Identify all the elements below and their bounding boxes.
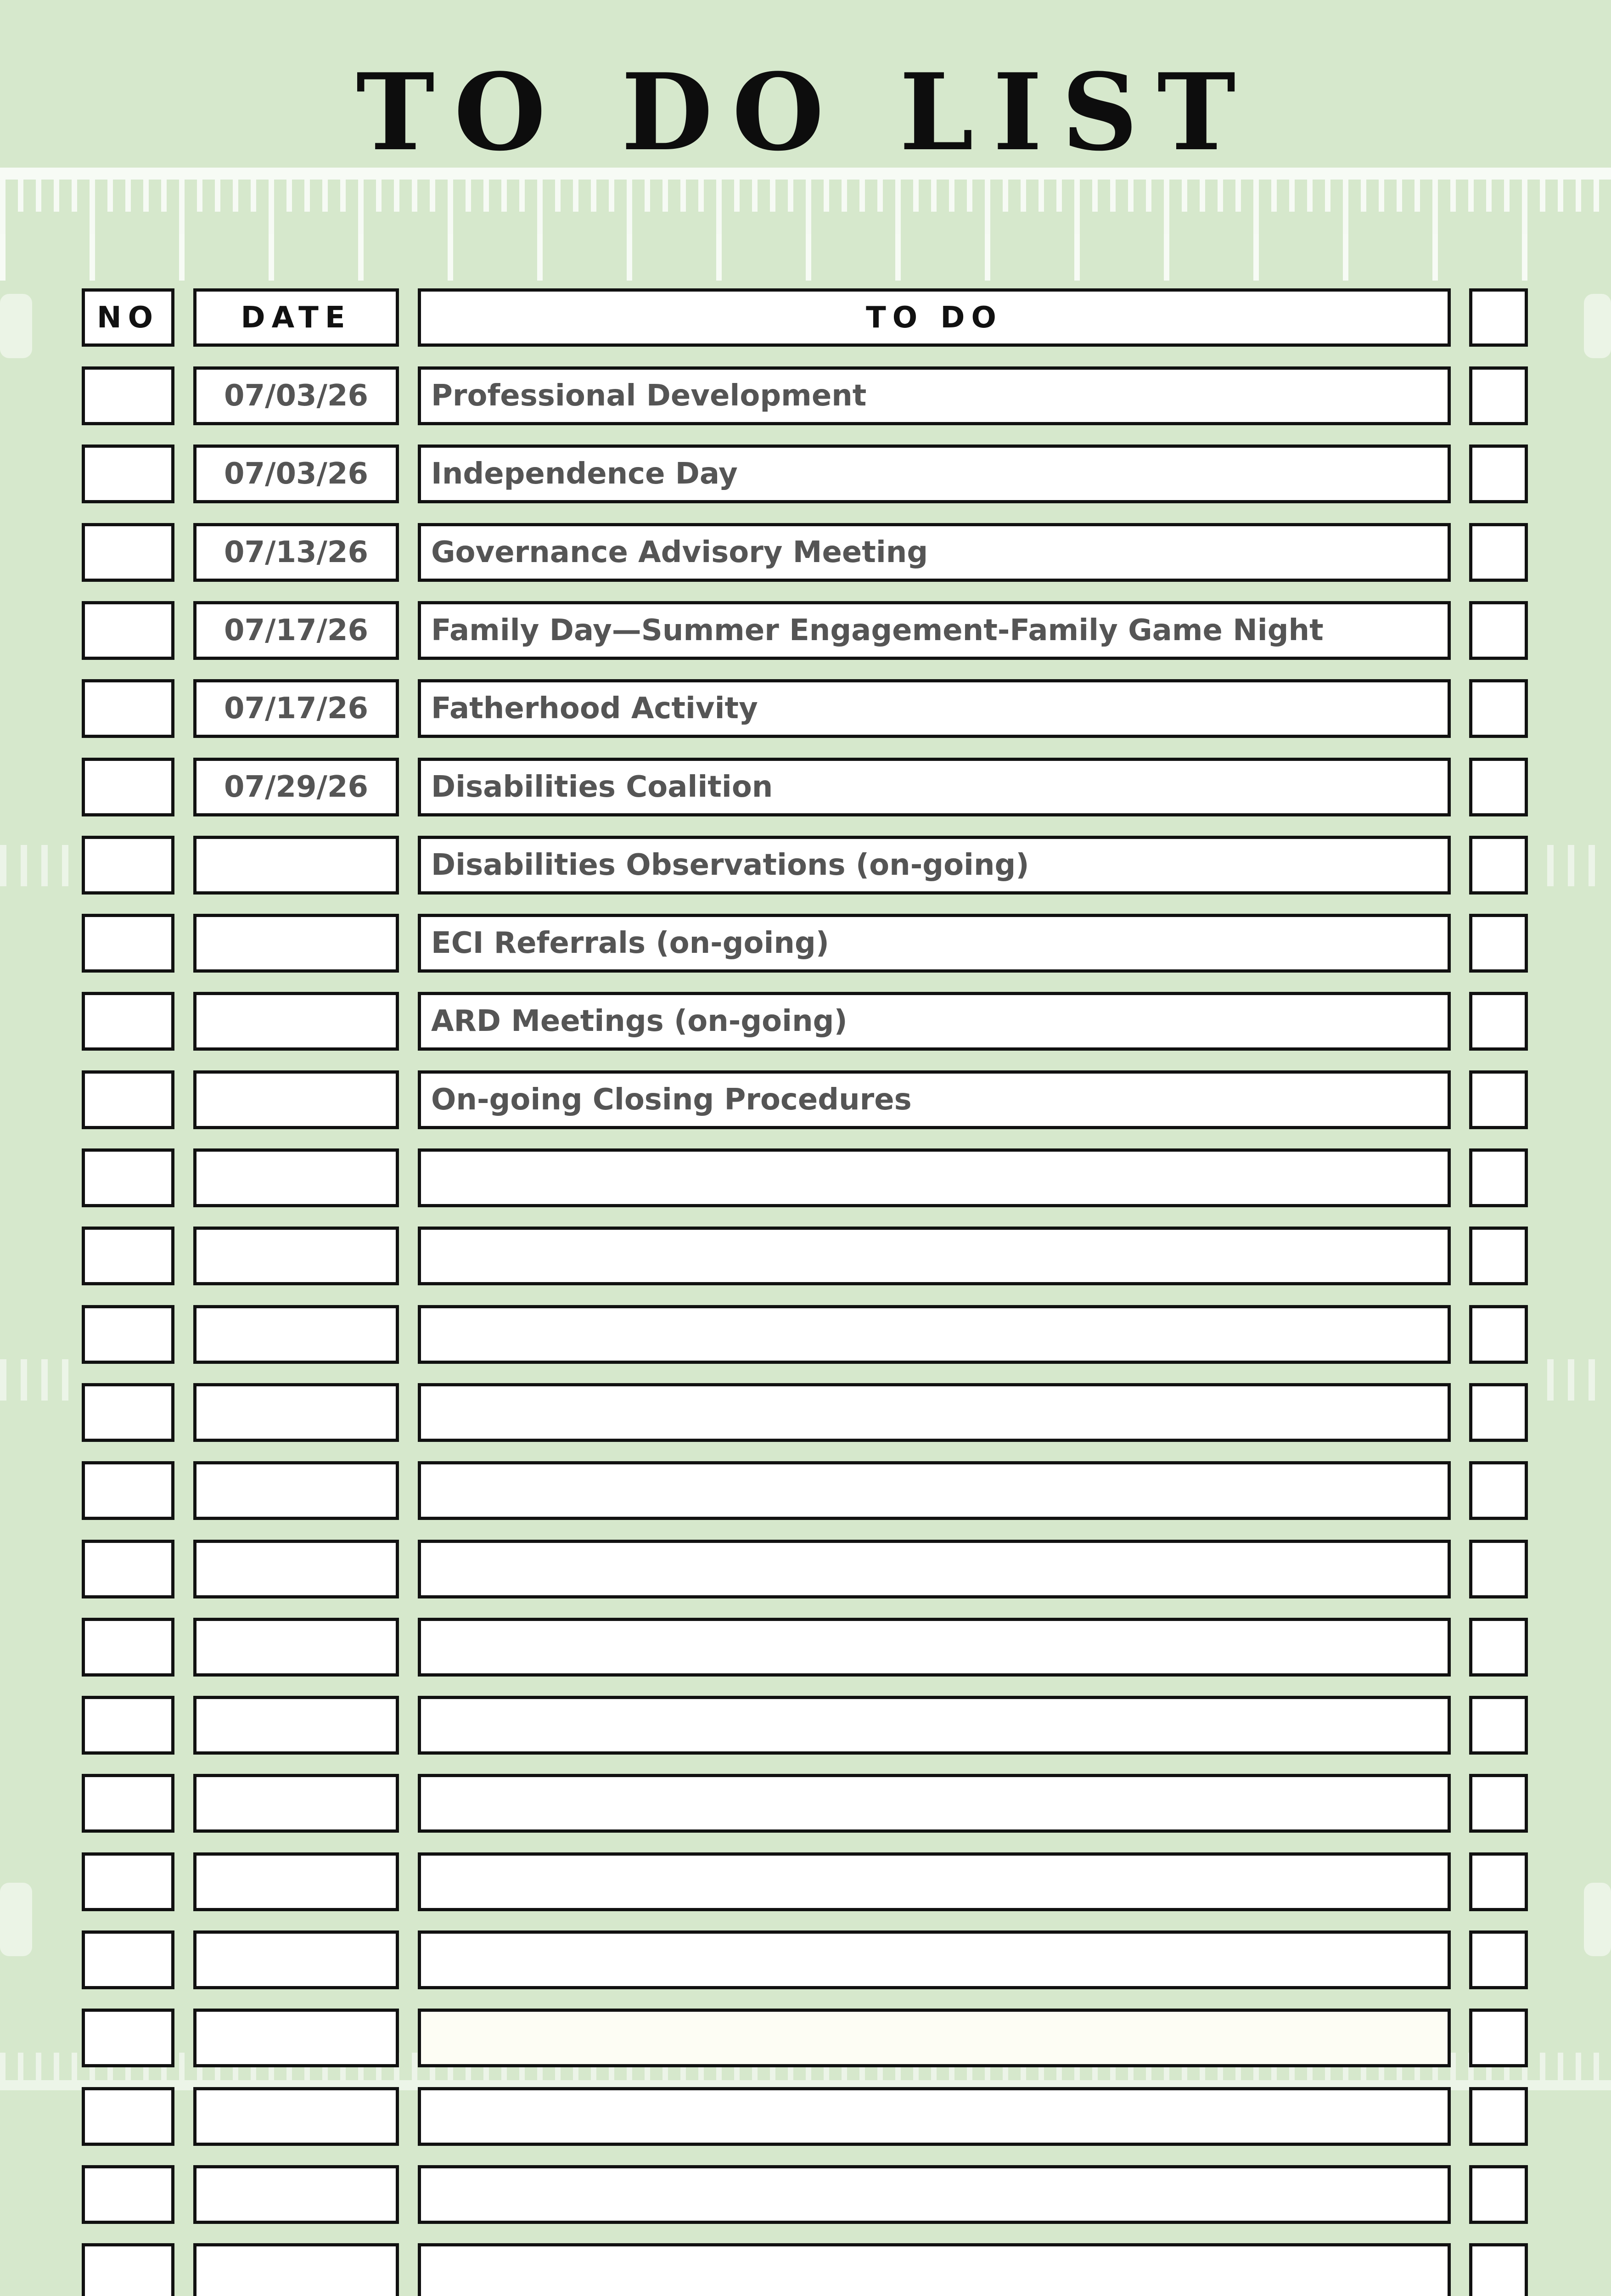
row-task-cell[interactable]: [418, 1461, 1451, 1520]
row-checkbox[interactable]: [1469, 1930, 1528, 1989]
row-number-cell[interactable]: [82, 1148, 174, 1207]
row-checkbox[interactable]: [1469, 1070, 1528, 1129]
row-checkbox[interactable]: [1469, 1540, 1528, 1598]
row-task-cell[interactable]: Family Day—Summer Engagement-Family Game Night: [418, 601, 1451, 660]
row-date-cell[interactable]: 07/03/26: [193, 445, 399, 503]
row-date-cell[interactable]: [193, 1852, 399, 1911]
row-date-cell[interactable]: [193, 1696, 399, 1755]
row-checkbox[interactable]: [1469, 1227, 1528, 1285]
row-number-cell[interactable]: [82, 679, 174, 738]
row-number-cell[interactable]: [82, 1930, 174, 1989]
row-date-cell[interactable]: [193, 1461, 399, 1520]
row-number-cell[interactable]: [82, 523, 174, 582]
header-no: NO: [82, 288, 174, 347]
row-date-cell[interactable]: [193, 1930, 399, 1989]
row-number-cell[interactable]: [82, 758, 174, 816]
row-checkbox[interactable]: [1469, 523, 1528, 582]
row-checkbox[interactable]: [1469, 366, 1528, 425]
row-number-cell[interactable]: [82, 1852, 174, 1911]
row-date-cell[interactable]: [193, 2009, 399, 2067]
row-number-cell[interactable]: [82, 992, 174, 1051]
row-task-cell[interactable]: [418, 1227, 1451, 1285]
row-checkbox[interactable]: [1469, 2009, 1528, 2067]
row-number-cell[interactable]: [82, 1618, 174, 1677]
row-number-cell[interactable]: [82, 836, 174, 895]
row-date-cell[interactable]: [193, 2087, 399, 2146]
header-date: DATE: [193, 288, 399, 347]
row-task-cell[interactable]: Disabilities Coalition: [418, 758, 1451, 816]
row-checkbox[interactable]: [1469, 2165, 1528, 2224]
row-date-cell[interactable]: [193, 1227, 399, 1285]
row-checkbox[interactable]: [1469, 758, 1528, 816]
row-number-cell[interactable]: [82, 1305, 174, 1364]
row-number-cell[interactable]: [82, 366, 174, 425]
row-checkbox[interactable]: [1469, 914, 1528, 973]
row-checkbox[interactable]: [1469, 1852, 1528, 1911]
row-number-cell[interactable]: [82, 1070, 174, 1129]
row-checkbox[interactable]: [1469, 1383, 1528, 1442]
row-number-cell[interactable]: [82, 445, 174, 503]
row-task-cell[interactable]: [418, 1852, 1451, 1911]
row-number-cell[interactable]: [82, 2243, 174, 2296]
row-checkbox[interactable]: [1469, 1461, 1528, 1520]
row-task-cell[interactable]: [418, 1540, 1451, 1598]
row-number-cell[interactable]: [82, 1383, 174, 1442]
row-date-cell[interactable]: [193, 1148, 399, 1207]
row-date-cell[interactable]: 07/13/26: [193, 523, 399, 582]
row-checkbox[interactable]: [1469, 1618, 1528, 1677]
row-task-cell[interactable]: [418, 1774, 1451, 1833]
row-number-cell[interactable]: [82, 1774, 174, 1833]
row-date-cell[interactable]: [193, 1774, 399, 1833]
row-task-cell[interactable]: [418, 1696, 1451, 1755]
row-checkbox[interactable]: [1469, 445, 1528, 503]
row-number-cell[interactable]: [82, 601, 174, 660]
page-title: TO DO LIST: [356, 51, 1255, 174]
row-task-cell[interactable]: [418, 1305, 1451, 1364]
row-date-cell[interactable]: [193, 2243, 399, 2296]
row-task-cell[interactable]: Professional Development: [418, 366, 1451, 425]
row-checkbox[interactable]: [1469, 992, 1528, 1051]
row-checkbox[interactable]: [1469, 2087, 1528, 2146]
row-task-cell[interactable]: [418, 1930, 1451, 1989]
row-date-cell[interactable]: [193, 992, 399, 1051]
row-task-cell[interactable]: [418, 1383, 1451, 1442]
row-number-cell[interactable]: [82, 2087, 174, 2146]
row-task-cell[interactable]: Fatherhood Activity: [418, 679, 1451, 738]
row-date-cell[interactable]: [193, 836, 399, 895]
row-task-cell[interactable]: Disabilities Observations (on-going): [418, 836, 1451, 895]
row-task-cell[interactable]: [418, 2087, 1451, 2146]
row-date-cell[interactable]: 07/17/26: [193, 679, 399, 738]
row-task-cell[interactable]: [418, 1618, 1451, 1677]
row-task-cell[interactable]: On-going Closing Procedures: [418, 1070, 1451, 1129]
row-date-cell[interactable]: 07/03/26: [193, 366, 399, 425]
row-checkbox[interactable]: [1469, 1305, 1528, 1364]
row-number-cell[interactable]: [82, 1540, 174, 1598]
row-checkbox[interactable]: [1469, 2243, 1528, 2296]
row-task-cell[interactable]: [418, 2165, 1451, 2224]
row-checkbox[interactable]: [1469, 601, 1528, 660]
row-task-cell[interactable]: Governance Advisory Meeting: [418, 523, 1451, 582]
row-date-cell[interactable]: [193, 1540, 399, 1598]
row-number-cell[interactable]: [82, 1461, 174, 1520]
row-number-cell[interactable]: [82, 1696, 174, 1755]
row-date-cell[interactable]: [193, 1618, 399, 1677]
row-task-cell[interactable]: [418, 2009, 1451, 2067]
header-check: [1469, 288, 1528, 347]
row-date-cell[interactable]: 07/17/26: [193, 601, 399, 660]
row-number-cell[interactable]: [82, 1227, 174, 1285]
row-task-cell[interactable]: Independence Day: [418, 445, 1451, 503]
row-date-cell[interactable]: [193, 1305, 399, 1364]
row-task-cell[interactable]: ARD Meetings (on-going): [418, 992, 1451, 1051]
row-checkbox[interactable]: [1469, 679, 1528, 738]
row-task-cell[interactable]: [418, 1148, 1451, 1207]
row-task-cell[interactable]: ECI Referrals (on-going): [418, 914, 1451, 973]
row-date-cell[interactable]: [193, 2165, 399, 2224]
row-checkbox[interactable]: [1469, 1696, 1528, 1755]
row-date-cell[interactable]: 07/29/26: [193, 758, 399, 816]
row-checkbox[interactable]: [1469, 836, 1528, 895]
row-task-cell[interactable]: [418, 2243, 1451, 2296]
row-checkbox[interactable]: [1469, 1774, 1528, 1833]
row-date-cell[interactable]: [193, 1070, 399, 1129]
row-date-cell[interactable]: [193, 914, 399, 973]
row-number-cell[interactable]: [82, 2009, 174, 2067]
row-date-cell[interactable]: [193, 1383, 399, 1442]
row-checkbox[interactable]: [1469, 1148, 1528, 1207]
row-number-cell[interactable]: [82, 914, 174, 973]
row-number-cell[interactable]: [82, 2165, 174, 2224]
header-todo: TO DO: [418, 288, 1451, 347]
